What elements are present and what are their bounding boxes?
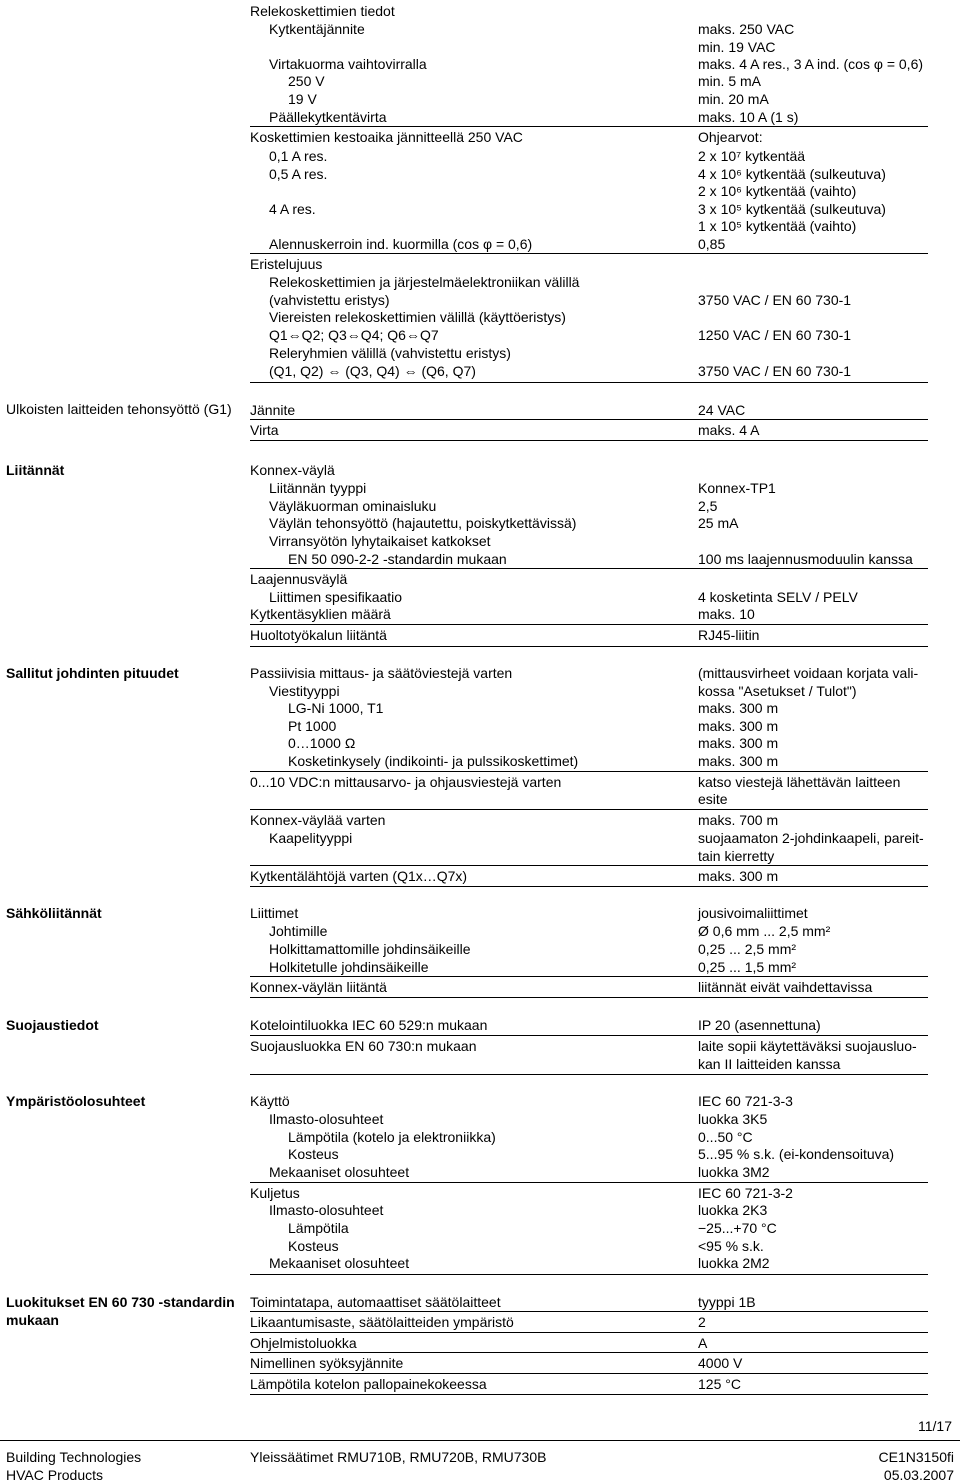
spec-value: maks. 10 A (1 s) [698,109,799,125]
section-end-line [250,646,928,647]
spec-label: Alennuskerroin ind. kuormilla (cos φ = 0,6) [269,236,533,252]
section-end-line [250,382,928,383]
spec-value: 0,25 ... 2,5 mm² [698,941,797,957]
row-separator [250,253,928,254]
spec-label: Konnex-väylän liitäntä [250,979,387,995]
spec-value: luokka 3M2 [698,1164,770,1180]
spec-value: 125 °C [698,1376,741,1392]
spec-label: (Q1, Q2) ⇔ (Q3, Q4) ⇔ (Q6, Q7) [269,363,476,379]
row-separator [250,126,928,127]
spec-value: kossa "Asetukset / Tulot") [698,683,857,699]
row-separator [250,1311,928,1312]
spec-value: luokka 2M2 [698,1255,770,1271]
spec-value: 24 VAC [698,402,746,418]
spec-label: Koskettimien kestoaika jännitteellä 250 VAC [250,129,523,145]
spec-value: maks. 300 m [698,735,779,751]
spec-label: Eristelujuus [250,256,323,272]
spec-label: Pt 1000 [288,718,337,734]
spec-value: maks. 700 m [698,812,779,828]
section-label: Ulkoisten laitteiden tehonsyöttö (G1) [6,401,232,417]
spec-label: Kytkentälähtöjä varten (Q1x…Q7x) [250,868,468,884]
spec-label: Q1⇔Q2; Q3⇔Q4; Q6⇔Q7 [269,327,439,343]
spec-label: Väylän tehonsyöttö (hajautettu, poiskytkettävissä) [269,515,577,531]
spec-label: 0,5 A res. [269,166,328,182]
spec-label: Kosteus [288,1238,339,1254]
spec-label: Nimellinen syöksyjännite [250,1355,404,1371]
row-separator [250,568,928,569]
spec-label: Laajennusväylä [250,571,348,587]
spec-value: Konnex-TP1 [698,480,776,496]
spec-label: Päällekytkentävirta [269,109,387,125]
spec-label: (vahvistettu eristys) [269,292,390,308]
spec-value: min. 19 VAC [698,39,776,55]
spec-value: luokka 3K5 [698,1111,768,1127]
section-end-line [250,1274,928,1275]
row-separator [250,1035,928,1036]
spec-value: min. 20 mA [698,91,769,107]
spec-label: 0,1 A res. [269,148,328,164]
spec-value: kan II laitteiden kanssa [698,1056,841,1072]
section-label: Ympäristöolosuhteet [6,1093,146,1109]
section-label: Sallitut johdinten pituudet [6,665,179,681]
spec-value: 0,25 ... 1,5 mm² [698,959,797,975]
spec-label: Relekoskettimien tiedot [250,3,395,19]
row-separator [250,419,928,420]
spec-value: jousivoimaliittimet [698,905,808,921]
spec-label: Kaapelityyppi [269,830,353,846]
spec-value: A [698,1335,708,1351]
page-number: 11/17 [918,1418,952,1434]
spec-value: 2 [698,1314,706,1330]
spec-value: tyyppi 1B [698,1294,756,1310]
row-separator [250,1182,928,1183]
spec-label: Likaantumisaste, säätölaitteiden ympäristö [250,1314,514,1330]
section-label: Sähköliitännät [6,905,102,921]
spec-label: Kotelointiluokka IEC 60 529:n mukaan [250,1017,488,1033]
spec-label: Kosteus [288,1146,339,1162]
spec-label: Relekoskettimien ja järjestelmäelektroniikan välillä [269,274,580,290]
spec-label: Liittimen spesifikaatio [269,589,403,605]
spec-label: Lämpötila [288,1220,349,1236]
spec-value: IEC 60 721-3-3 [698,1093,793,1109]
spec-label: Virtakuorma vaihtovirralla [269,56,427,72]
spec-label: Lämpötila kotelon pallopainekokeessa [250,1376,487,1392]
section-end-line [250,440,928,441]
spec-value: luokka 2K3 [698,1202,768,1218]
spec-value: maks. 4 A res., 3 A ind. (cos φ = 0,6) [698,56,924,72]
spec-value: liitännät eivät vaihdettavissa [698,979,873,995]
spec-label: Kytkentäjännite [269,21,365,37]
section-end-line [250,997,928,998]
spec-label: Jännite [250,402,296,418]
footer-date: 05.03.2007 [883,1467,954,1483]
spec-value: (mittausvirheet voidaan korjata vali- [698,665,919,681]
spec-label: Käyttö [250,1093,290,1109]
footer-product: Yleissäätimet RMU710B, RMU720B, RMU730B [250,1449,547,1465]
spec-value: 1250 VAC / EN 60 730-1 [698,327,852,343]
section-end-line [250,1394,928,1395]
row-separator [250,865,928,866]
spec-label: Mekaaniset olosuhteet [269,1164,410,1180]
spec-value: min. 5 mA [698,73,762,89]
spec-value: −25...+70 °C [698,1220,777,1236]
spec-value: maks. 4 A [698,422,760,438]
spec-label: Konnex-väylää varten [250,812,386,828]
row-separator [250,771,928,772]
spec-value: maks. 300 m [698,868,779,884]
spec-value: suojaamaton 2-johdinkaapeli, pareit- [698,830,924,846]
spec-label: Johtimille [269,923,328,939]
spec-value: maks. 300 m [698,753,779,769]
spec-value: 0,85 [698,236,726,252]
spec-label: Liitännän tyyppi [269,480,367,496]
section-end-line [250,1074,928,1075]
section-label: Suojaustiedot [6,1017,99,1033]
spec-value: maks. 10 [698,606,755,622]
spec-label: Kytkentäsyklien määrä [250,606,391,622]
spec-label: Viestityyppi [269,683,340,699]
spec-label: Mekaaniset olosuhteet [269,1255,410,1271]
spec-value: maks. 300 m [698,700,779,716]
spec-value: 1 x 10⁵ kytkentää (vaihto) [698,218,857,234]
section-label: Luokitukset EN 60 730 -standardin mukaan [6,1294,235,1328]
spec-value: 3750 VAC / EN 60 730-1 [698,292,852,308]
spec-value: Ohjearvot: [698,129,763,145]
spec-value: 3 x 10⁵ kytkentää (sulkeutuva) [698,201,886,217]
spec-value: IP 20 (asennettuna) [698,1017,821,1033]
spec-label: Ilmasto-olosuhteet [269,1202,384,1218]
spec-label: EN 50 090-2-2 -standardin mukaan [288,551,507,567]
spec-label: Holkitetulle johdinsäikeille [269,959,429,975]
spec-value: maks. 300 m [698,718,779,734]
spec-value: 2 x 10⁶ kytkentää (vaihto) [698,183,857,199]
spec-label: 250 V [288,73,325,89]
spec-label: Virransyötön lyhytaikaiset katkokset [269,533,491,549]
spec-value: 25 mA [698,515,739,531]
spec-label: Kuljetus [250,1185,300,1201]
spec-label: Väyläkuorman ominaisluku [269,498,437,514]
spec-label: 4 A res. [269,201,316,217]
footer-doc-id: CE1N3150fi [878,1449,954,1465]
spec-value: Ø 0,6 mm ... 2,5 mm² [698,923,831,939]
section-end-line [250,886,928,887]
spec-label: Lämpötila (kotelo ja elektroniikka) [288,1129,496,1145]
section-label: Liitännät [6,462,65,478]
spec-label: Ohjelmistoluokka [250,1335,357,1351]
row-separator [250,1352,928,1353]
spec-value: maks. 250 VAC [698,21,795,37]
spec-value: <95 % s.k. [698,1238,764,1254]
row-separator [250,976,928,977]
spec-label: Suojausluokka EN 60 730:n mukaan [250,1038,477,1054]
spec-label: Passiivisia mittaus- ja säätöviestejä varten [250,665,513,681]
spec-value: esite [698,791,728,807]
spec-label: 0...10 VDC:n mittausarvo- ja ohjausviestejä varten [250,774,562,790]
spec-label: LG-Ni 1000, T1 [288,700,384,716]
spec-label: 19 V [288,91,317,107]
spec-value: tain kierretty [698,848,775,864]
spec-value: laite sopii käytettäväksi suojausluo- [698,1038,917,1054]
spec-label: Kosketinkysely (indikointi- ja pulssikoskettimet) [288,753,579,769]
spec-value: 4 x 10⁶ kytkentää (sulkeutuva) [698,166,886,182]
spec-label: Toimintatapa, automaattiset säätölaitteet [250,1294,501,1310]
spec-label: Ilmasto-olosuhteet [269,1111,384,1127]
spec-value: 0...50 °C [698,1129,753,1145]
spec-label: Releryhmien välillä (vahvistettu eristys) [269,345,511,361]
row-separator [250,1373,928,1374]
footer-company: Building Technologies [6,1449,142,1465]
spec-label: Virta [250,422,279,438]
footer-divider [0,1440,960,1441]
spec-value: 2,5 [698,498,718,514]
spec-value: 2 x 10⁷ kytkentää [698,148,806,164]
row-separator [250,809,928,810]
spec-label: 0…1000 Ω [288,735,356,751]
spec-value: 100 ms laajennusmoduulin kanssa [698,551,913,567]
spec-value: 4000 V [698,1355,743,1371]
spec-value: 3750 VAC / EN 60 730-1 [698,363,852,379]
row-separator [250,1332,928,1333]
spec-value: katso viestejä lähettävän laitteen [698,774,901,790]
spec-value: RJ45-liitin [698,627,760,643]
spec-label: Holkittamattomille johdinsäikeille [269,941,471,957]
spec-label: Liittimet [250,905,299,921]
spec-label: Viereisten relekoskettimien välillä (käyttöeristys) [269,309,566,325]
footer-division: HVAC Products [6,1467,103,1483]
spec-value: 5...95 % s.k. (ei-kondensoituva) [698,1146,895,1162]
spec-value: 4 kosketinta SELV / PELV [698,589,858,605]
spec-label: Huoltotyökalun liitäntä [250,627,387,643]
spec-value: IEC 60 721-3-2 [698,1185,793,1201]
spec-label: Konnex-väylä [250,462,335,478]
row-separator [250,624,928,625]
